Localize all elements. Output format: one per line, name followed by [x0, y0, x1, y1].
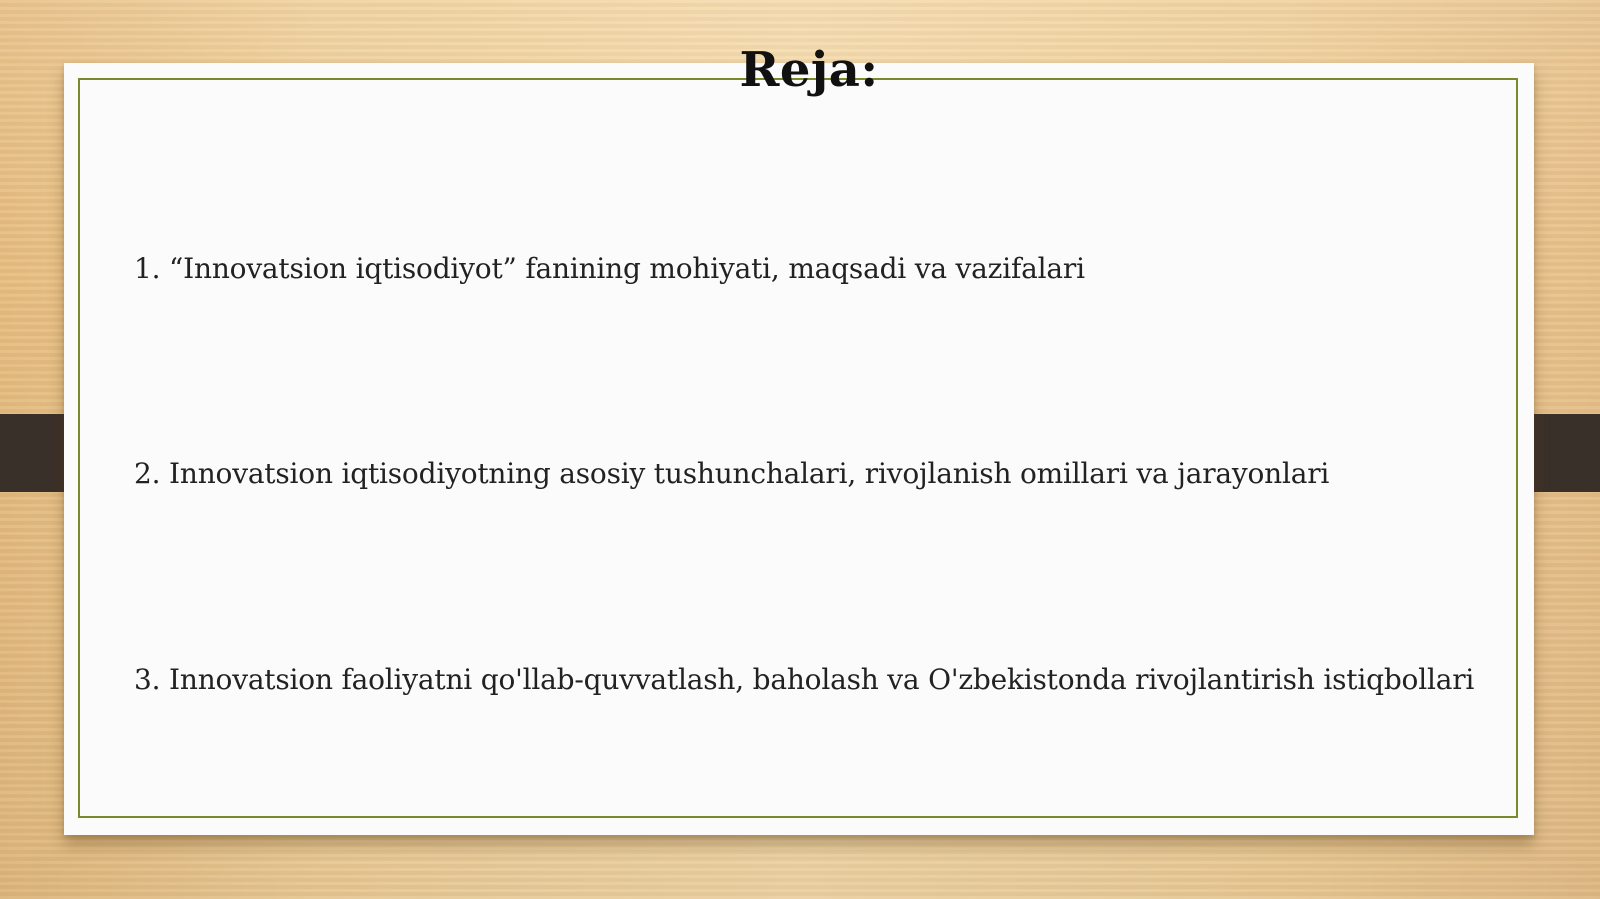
plan-item-3: 3. Innovatsion faoliyatni qo'llab-quvvatlash, baholash va O'zbekistonda rivojlantirish istiqbollari: [134, 663, 1475, 696]
plan-item-2: 2. Innovatsion iqtisodiyotning asosiy tushunchalari, rivojlanish omillari va jarayonlari: [134, 457, 1330, 490]
plan-item-1: 1. “Innovatsion iqtisodiyot” fanining mohiyati, maqsadi va vazifalari: [134, 252, 1085, 285]
slide-title: Reja:: [739, 42, 879, 98]
slide-frame: [78, 78, 1518, 818]
